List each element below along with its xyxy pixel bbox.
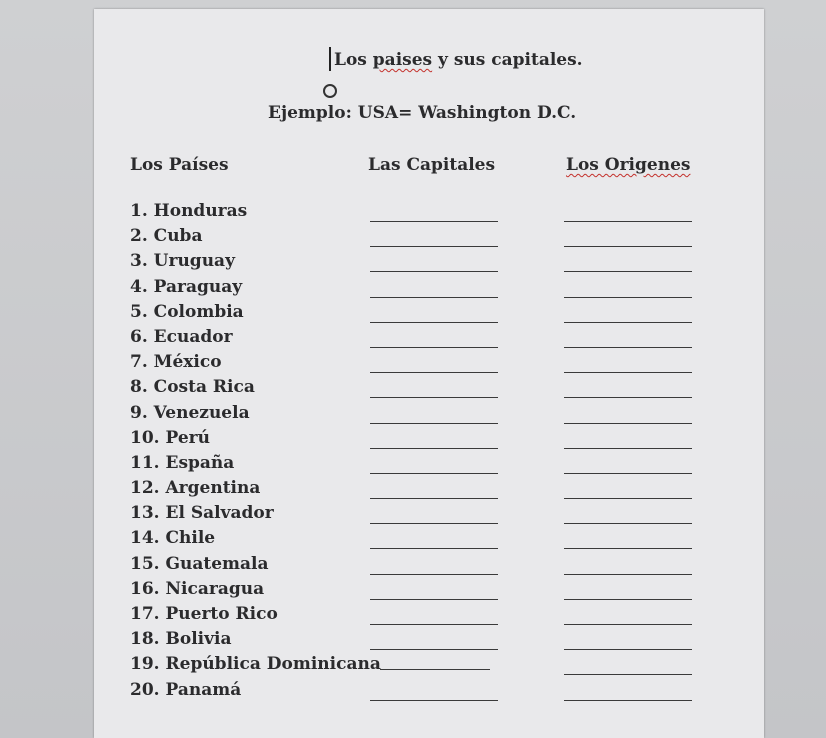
capital-answer-blank[interactable]: [370, 498, 498, 499]
country-name: 1. Honduras: [130, 201, 248, 221]
capital-answer-blank[interactable]: [370, 473, 498, 474]
capital-answer-blank[interactable]: [380, 669, 490, 670]
country-row: [130, 352, 730, 377]
country-row: [130, 579, 730, 604]
origin-answer-blank[interactable]: [564, 397, 692, 398]
capital-answer-blank[interactable]: [370, 448, 498, 449]
title-rest: y sus capitales.: [438, 50, 583, 70]
capital-answer-blank[interactable]: [370, 423, 498, 424]
origin-answer-blank[interactable]: [564, 322, 692, 323]
country-name: 18. Bolivia: [130, 629, 232, 650]
capital-answer-blank[interactable]: [370, 523, 498, 524]
capital-answer-blank[interactable]: [370, 221, 498, 222]
country-name: 15. Guatemala: [130, 553, 269, 574]
capital-answer-blank[interactable]: [370, 599, 498, 600]
country-name: 7. México: [130, 352, 222, 373]
capital-answer-blank[interactable]: [370, 700, 498, 701]
header-origins: Los Origenes: [566, 155, 691, 175]
origin-answer-blank[interactable]: [564, 498, 692, 499]
country-row: [130, 201, 730, 226]
origin-answer-blank[interactable]: [564, 423, 692, 424]
country-row: [130, 302, 730, 327]
origin-answer-blank[interactable]: [564, 448, 692, 449]
country-row: [130, 554, 730, 579]
country-row: [130, 403, 730, 428]
country-name: 13. El Salvador: [130, 503, 274, 524]
text-cursor-icon: [329, 47, 331, 71]
country-name: 6. Ecuador: [130, 326, 233, 347]
origin-answer-blank[interactable]: [564, 599, 692, 600]
country-name: 8. Costa Rica: [130, 377, 255, 398]
country-row: [130, 654, 730, 679]
country-row: [130, 377, 730, 402]
origin-answer-blank[interactable]: [564, 347, 692, 348]
title-word-paises: paises: [372, 50, 433, 70]
country-row: [130, 629, 730, 654]
country-name: 4. Paraguay: [130, 276, 243, 297]
country-name: 5. Colombia: [130, 301, 244, 322]
capital-answer-blank[interactable]: [370, 271, 498, 272]
worksheet-page: [94, 9, 764, 738]
country-name: 12. Argentina: [130, 478, 261, 499]
country-name: 9. Venezuela: [130, 402, 250, 423]
capital-answer-blank[interactable]: [370, 548, 498, 549]
country-row: [130, 327, 730, 352]
cursor-circle-icon: [323, 84, 337, 98]
title-word-los: Los: [334, 50, 367, 70]
country-row: [130, 226, 730, 251]
country-name: 14. Chile: [130, 528, 216, 549]
origin-answer-blank[interactable]: [564, 674, 692, 675]
origin-answer-blank[interactable]: [564, 523, 692, 524]
origin-answer-blank[interactable]: [564, 473, 692, 474]
origin-answer-blank[interactable]: [564, 700, 692, 701]
capital-answer-blank[interactable]: [370, 397, 498, 398]
origin-answer-blank[interactable]: [564, 649, 692, 650]
country-row: [130, 277, 730, 302]
capital-answer-blank[interactable]: [370, 574, 498, 575]
country-name: 17. Puerto Rico: [130, 604, 278, 624]
header-capitals: Las Capitales: [368, 155, 496, 175]
country-row: [130, 680, 730, 705]
country-row: [130, 453, 730, 478]
capital-answer-blank[interactable]: [370, 347, 498, 348]
origin-answer-blank[interactable]: [564, 246, 692, 247]
country-row: [130, 428, 730, 453]
capital-answer-blank[interactable]: [370, 246, 498, 247]
capital-answer-blank[interactable]: [370, 649, 498, 650]
country-name: 19. República Dominicana: [130, 654, 381, 675]
country-name: 2. Cuba: [130, 226, 203, 247]
country-row: [130, 528, 730, 553]
country-name: 11. España: [130, 452, 235, 473]
country-name: 3. Uruguay: [130, 251, 235, 272]
country-name: 16. Nicaragua: [130, 578, 265, 599]
origin-answer-blank[interactable]: [564, 548, 692, 549]
country-row: [130, 604, 730, 629]
header-countries: Los Países: [130, 155, 229, 175]
country-list: [130, 201, 730, 705]
country-row: [130, 478, 730, 503]
country-row: [130, 503, 730, 528]
capital-answer-blank[interactable]: [370, 372, 498, 373]
capital-answer-blank[interactable]: [370, 297, 498, 298]
capital-answer-blank[interactable]: [370, 322, 498, 323]
origin-answer-blank[interactable]: [564, 624, 692, 625]
example-line: Ejemplo: USA= Washington D.C.: [268, 103, 577, 123]
country-name: 10. Perú: [130, 427, 210, 448]
origin-answer-blank[interactable]: [564, 297, 692, 298]
origin-answer-blank[interactable]: [564, 372, 692, 373]
country-row: [130, 251, 730, 276]
country-name: 20. Panamá: [130, 679, 242, 700]
origin-answer-blank[interactable]: [564, 574, 692, 575]
origin-answer-blank[interactable]: [564, 271, 692, 272]
origin-answer-blank[interactable]: [564, 221, 692, 222]
capital-answer-blank[interactable]: [370, 624, 498, 625]
worksheet-title: [334, 50, 583, 70]
